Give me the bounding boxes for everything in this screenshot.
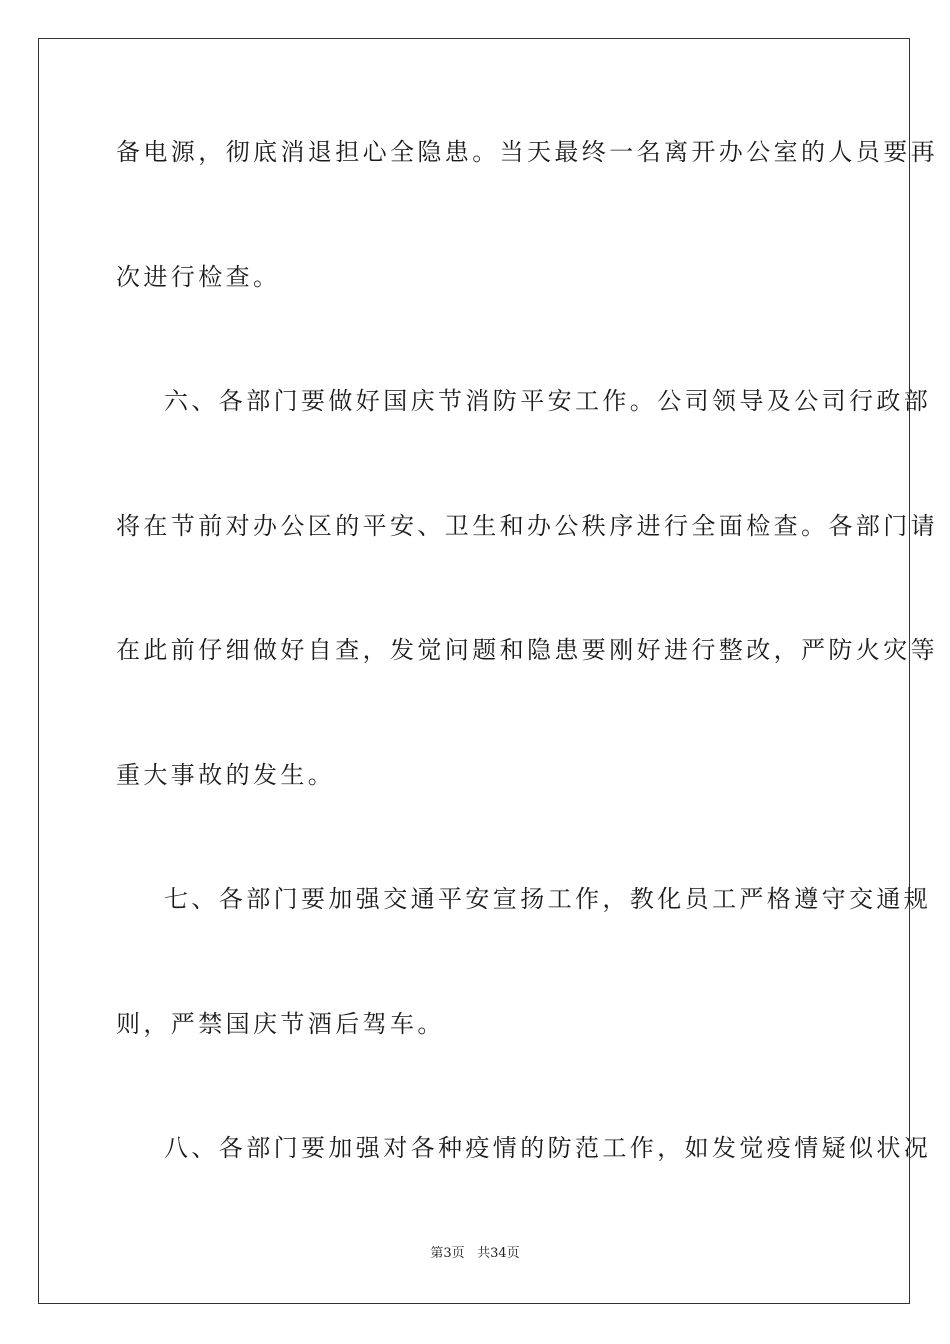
paragraph-line: 六、各部门要做好国庆节消防平安工作。公司领导及公司行政部 <box>164 387 932 415</box>
paragraph-line: 在此前仔细做好自查，发觉问题和隐患要刚好进行整改，严防火灾等 <box>116 636 938 664</box>
paragraph-line: 七、各部门要加强交通平安宣扬工作，教化员工严格遵守交通规 <box>164 885 932 913</box>
page-total: 共34页 <box>477 1246 520 1261</box>
paragraph-line: 次进行检查。 <box>116 263 281 291</box>
page-border <box>38 38 938 1304</box>
page-number: 第3页 <box>430 1246 465 1261</box>
paragraph-line: 备电源，彻底消退担心全隐患。当天最终一名离开办公室的人员要再 <box>116 138 938 166</box>
paragraph-line: 八、各部门要加强对各种疫情的防范工作，如发觉疫情疑似状况 <box>164 1134 932 1162</box>
paragraph-line: 则，严禁国庆节酒后驾车。 <box>116 1010 445 1038</box>
page-footer <box>0 1245 950 1263</box>
paragraph-line: 重大事故的发生。 <box>116 761 336 789</box>
paragraph-line: 将在节前对办公区的平安、卫生和办公秩序进行全面检查。各部门请 <box>116 512 938 540</box>
